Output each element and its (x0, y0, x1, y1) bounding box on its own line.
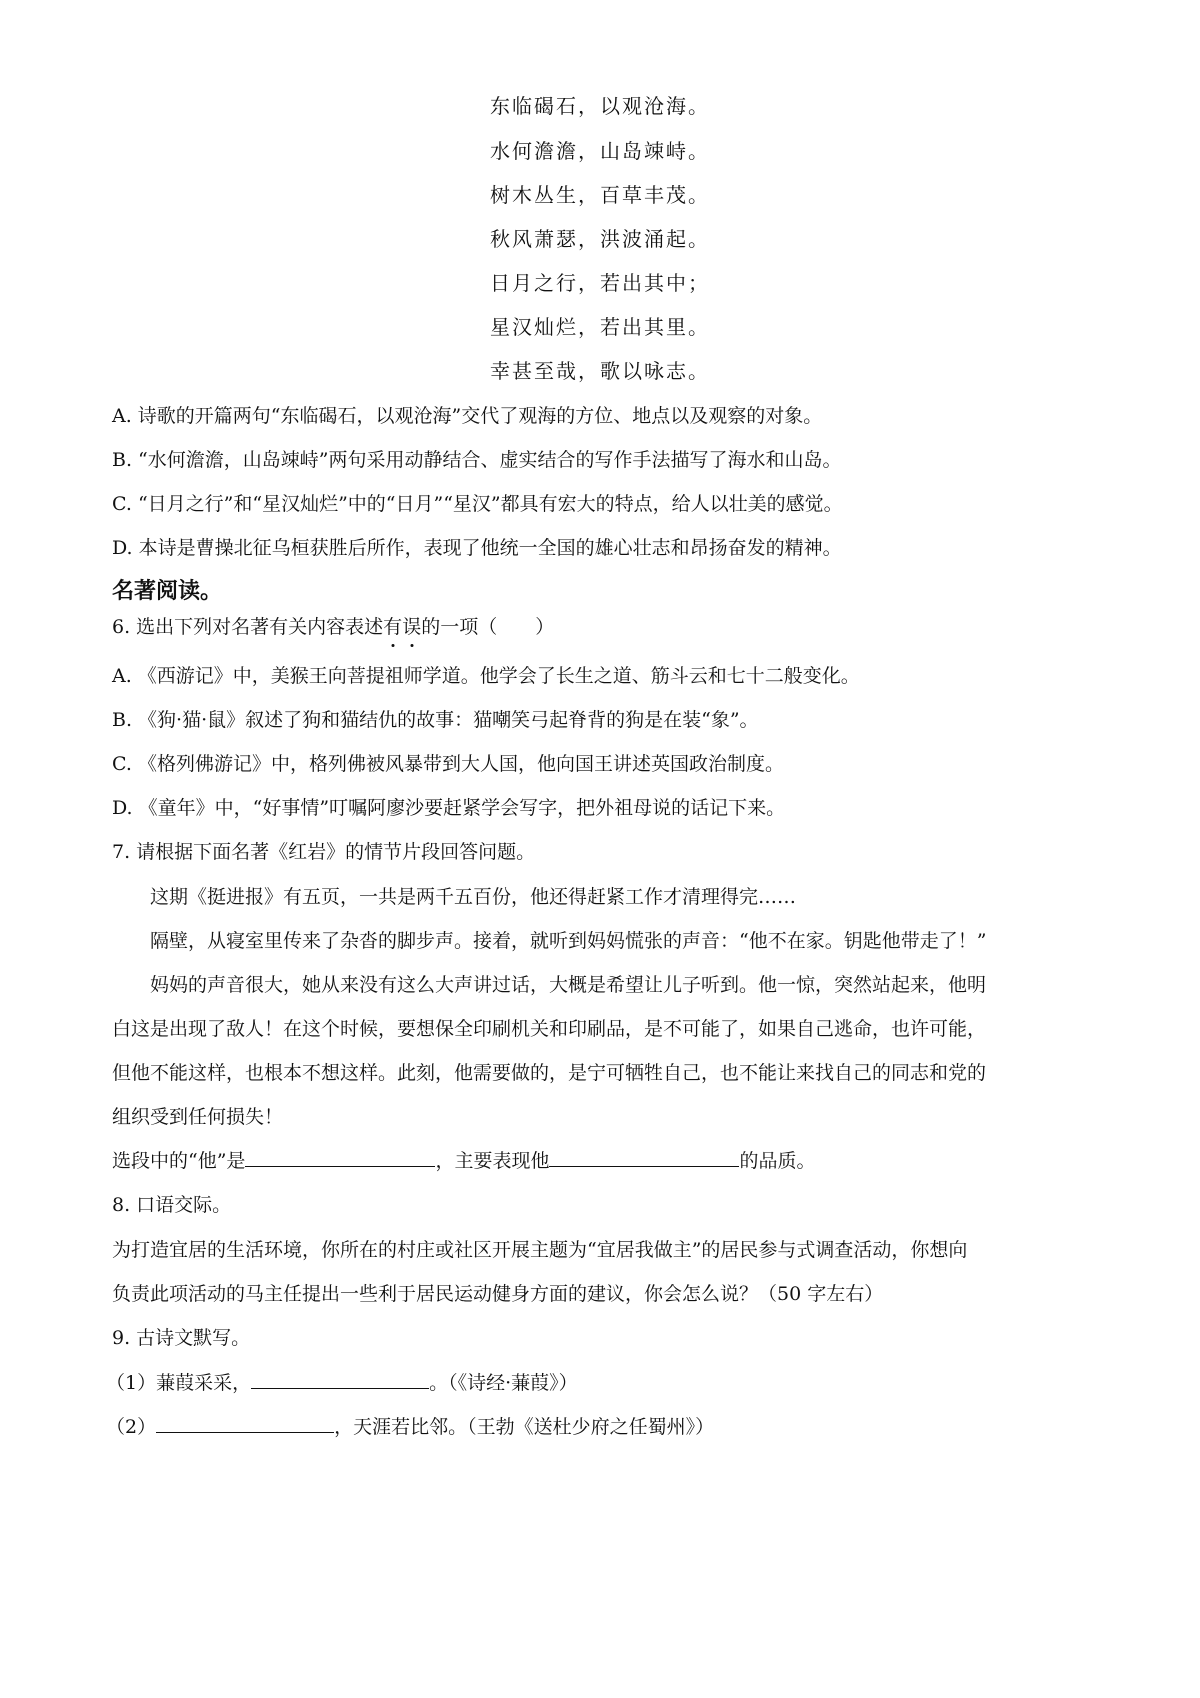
q7-fill-line (112, 1147, 1112, 1175)
q7-passage-p3-line4: 组织受到任何损失！ (112, 1106, 284, 1128)
poem-line: 树木丛生，百草丰茂。 (490, 183, 710, 207)
poem-line: 秋风萧瑟，洪波涌起。 (490, 227, 710, 251)
q6-stem (112, 613, 1112, 641)
poem-line: 东临碣石，以观沧海。 (490, 94, 710, 118)
q6-stem-before: 6. 选出下列对名著有关内容表述 (112, 616, 384, 638)
q7-passage-p3-line3: 但他不能这样，也根本不想这样。此刻，他需要做的，是宁可牺牲自己，也不能让来找自己的同志和党的 (112, 1062, 987, 1084)
q7-passage-p3-line2: 白这是出现了敌人！在这个时候，要想保全印刷机关和印刷品，是不可能了，如果自己逃命，也许可能， (112, 1018, 987, 1040)
q5-option-d: D. 本诗是曹操北征乌桓获胜后所作，表现了他统一全国的雄心壮志和昂扬奋发的精神。 (112, 537, 842, 559)
q9-stem: 9. 古诗文默写。 (112, 1327, 251, 1349)
q7-fill-text: 的品质。 (739, 1150, 816, 1172)
q6-stem-after: 的一项（ ） (421, 616, 555, 638)
q5-option-c: C. “日月之行”和“星汉灿烂”中的“日月”“星汉”都具有宏大的特点，给人以壮美的感觉。 (112, 493, 843, 515)
q7-passage-p3-line1: 妈妈的声音很大，她从来没有这么大声讲过话，大概是希望让儿子听到。他一惊，突然站起来，他明 (150, 974, 987, 996)
q7-stem: 7. 请根据下面名著《红岩》的情节片段回答问题。 (112, 841, 536, 863)
q6-option-a: A. 《西游记》中，美猴王向菩提祖师学道。他学会了长生之道、筋斗云和七十二般变化。 (112, 665, 860, 687)
q7-answer-blank-2[interactable] (549, 1148, 739, 1167)
q9-item-1 (106, 1369, 1106, 1397)
q6-option-b: B. 《狗·猫·鼠》叙述了狗和猫结仇的故事：猫嘲笑弓起脊背的狗是在装“象”。 (112, 709, 759, 731)
q9-answer-blank-2[interactable] (156, 1414, 334, 1433)
q5-option-a: A. 诗歌的开篇两句“东临碣石，以观沧海”交代了观海的方位、地点以及观察的对象。 (112, 405, 823, 427)
poem-line: 日月之行，若出其中； (490, 271, 710, 295)
poem-line: 水何澹澹，山岛竦峙。 (490, 139, 710, 163)
q6-option-d: D. 《童年》中，“好事情”叮嘱阿廖沙要赶紧学会写字，把外祖母说的话记下来。 (112, 797, 786, 819)
q5-option-b: B. “水何澹澹，山岛竦峙”两句采用动静结合、虚实结合的写作手法描写了海水和山岛。 (112, 449, 842, 471)
q9-item-text: 。（《诗经·蒹葭》） (429, 1372, 578, 1394)
poem-line: 星汉灿烂，若出其里。 (490, 315, 710, 339)
q9-item-text: （2） (106, 1416, 157, 1438)
q9-answer-blank-1[interactable] (251, 1370, 429, 1389)
section-heading: 名著阅读。 (112, 579, 223, 604)
q9-item-text: ，天涯若比邻。（王勃《送杜少府之任蜀州》） (334, 1416, 715, 1438)
q8-stem: 8. 口语交际。 (112, 1194, 232, 1216)
q7-passage-p1: 这期《挺进报》有五页，一共是两千五百份，他还得赶紧工作才清理得完…… (150, 886, 797, 908)
q8-body-line1: 为打造宜居的生活环境，你所在的村庄或社区开展主题为“宜居我做主”的居民参与式调查活动，你想向 (112, 1239, 968, 1261)
q9-item-2 (106, 1413, 1106, 1441)
q8-body-line2: 负责此项活动的马主任提出一些利于居民运动健身方面的建议，你会怎么说？（50 字左右） (112, 1283, 884, 1305)
q6-emphasis-char: 有 (383, 613, 402, 641)
q6-option-c: C. 《格列佛游记》中，格列佛被风暴带到大人国，他向国王讲述英国政治制度。 (112, 753, 784, 775)
q7-fill-text: ，主要表现他 (435, 1150, 550, 1172)
q7-answer-blank-1[interactable] (245, 1148, 435, 1167)
q6-emphasis-char: 误 (402, 613, 421, 641)
q9-item-text: （1）蒹葭采采， (106, 1372, 252, 1394)
q7-passage-p2: 隔壁，从寝室里传来了杂沓的脚步声。接着，就听到妈妈慌张的声音：“他不在家。钥匙他带走了！” (150, 930, 987, 952)
q7-fill-text: 选段中的“他”是 (112, 1150, 246, 1172)
poem-line: 幸甚至哉，歌以咏志。 (490, 359, 710, 383)
